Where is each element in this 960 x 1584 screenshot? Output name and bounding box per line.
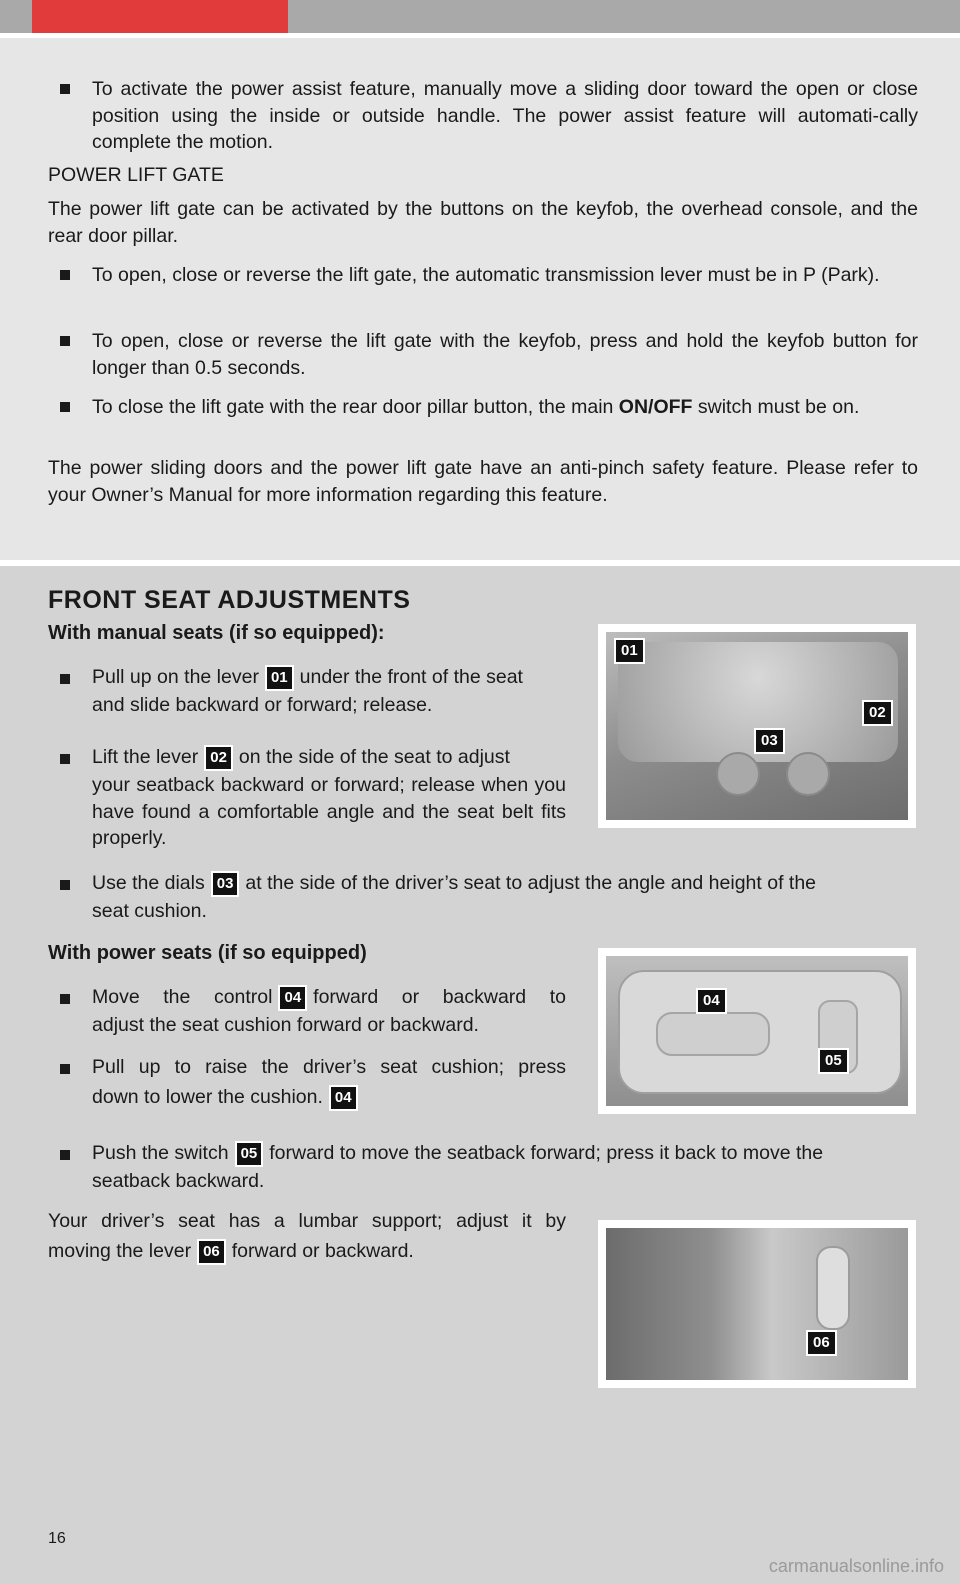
- bullet-icon: [60, 336, 70, 346]
- list-item: [48, 328, 918, 381]
- bullet-icon: [60, 754, 70, 764]
- bullet-icon: [60, 270, 70, 280]
- bullet-text: To close the lift gate with the rear door pillar button, the main ON/OFF switch must be on.: [92, 396, 860, 418]
- manual-seat-photo: [598, 624, 916, 828]
- lumbar-lever-photo: [598, 1220, 916, 1388]
- callout-03: 03: [754, 728, 785, 754]
- list-item: [48, 262, 918, 289]
- header-accent: [32, 0, 288, 33]
- list-item: [48, 394, 918, 421]
- callout-01: 01: [614, 638, 645, 664]
- bullet-text: To open, close or reverse the lift gate with the keyfob, press and hold the keyfob button for longer than 0.5 seconds.: [92, 330, 918, 379]
- callout-06: 06: [806, 1330, 837, 1356]
- manual-seats-heading: With manual seats (if so equipped):: [48, 622, 385, 644]
- bullet-icon: [60, 880, 70, 890]
- list-item: Push the switch 05 forward to move the seatback forward; press it back to move the seatback backward.: [48, 1138, 918, 1195]
- callout-01: 01: [265, 665, 294, 691]
- bullet-text: To activate the power assist feature, manually move a sliding door toward the open or close position using the inside or outside handle. The power assist feature will automati-cally complete the motion.: [92, 78, 918, 153]
- bullet-icon: [60, 674, 70, 684]
- callout-05: 05: [235, 1141, 264, 1167]
- power-seats-heading: With power seats (if so equipped): [48, 942, 367, 964]
- bullet-icon: [60, 402, 70, 412]
- lumbar-text-2: moving the lever 06 forward or backward.: [48, 1236, 414, 1266]
- page-number: 16: [48, 1530, 66, 1547]
- watermark: carmanualsonline.info: [768, 1556, 944, 1576]
- lumbar-text: Your driver’s seat has a lumbar support; adjust it by: [48, 1210, 566, 1232]
- header-bar: [0, 0, 960, 33]
- list-item: Pull up on the lever 01 under the front of the seat and slide backward or forward; release.: [48, 662, 566, 719]
- callout-02: 02: [204, 745, 233, 771]
- on-off-label: ON/OFF: [618, 396, 693, 418]
- paragraph: The power lift gate can be activated by the buttons on the keyfob, the overhead console, and the rear door pillar.: [48, 198, 918, 247]
- list-item: Use the dials 03 at the side of the driver’s seat to adjust the angle and height of the seat cushion.: [48, 868, 918, 925]
- bullet-icon: [60, 1150, 70, 1160]
- bullet-icon: [60, 994, 70, 1004]
- callout-05: 05: [818, 1048, 849, 1074]
- callout-06: 06: [197, 1239, 226, 1265]
- section-heading: POWER LIFT GATE: [48, 164, 224, 186]
- callout-04: 04: [278, 985, 307, 1011]
- callout-04: 04: [329, 1085, 358, 1111]
- bullet-text: To open, close or reverse the lift gate, the automatic transmission lever must be in P (Park).: [92, 264, 880, 286]
- page-title: FRONT SEAT ADJUSTMENTS: [48, 586, 411, 614]
- power-seat-photo: [598, 948, 916, 1114]
- paragraph: The power sliding doors and the power lift gate have an anti-pinch safety feature. Please refer to your Owner’s Manual for more information regarding this feature.: [48, 457, 918, 506]
- bullet-icon: [60, 84, 70, 94]
- list-item: Pull up to raise the driver’s seat cushion; press down to lower the cushion. 04: [48, 1052, 566, 1112]
- callout-04: 04: [696, 988, 727, 1014]
- list-item: [48, 76, 918, 156]
- callout-02: 02: [862, 700, 893, 726]
- callout-03: 03: [211, 871, 240, 897]
- list-item: Lift the lever 02 on the side of the seat to adjust your seatback backward or forward; release when you have found a comfortable angle and the seat belt fits properly.: [48, 742, 566, 852]
- list-item: Move the control 04 forward or backward to adjust the seat cushion forward or backward.: [48, 982, 566, 1039]
- bullet-icon: [60, 1064, 70, 1074]
